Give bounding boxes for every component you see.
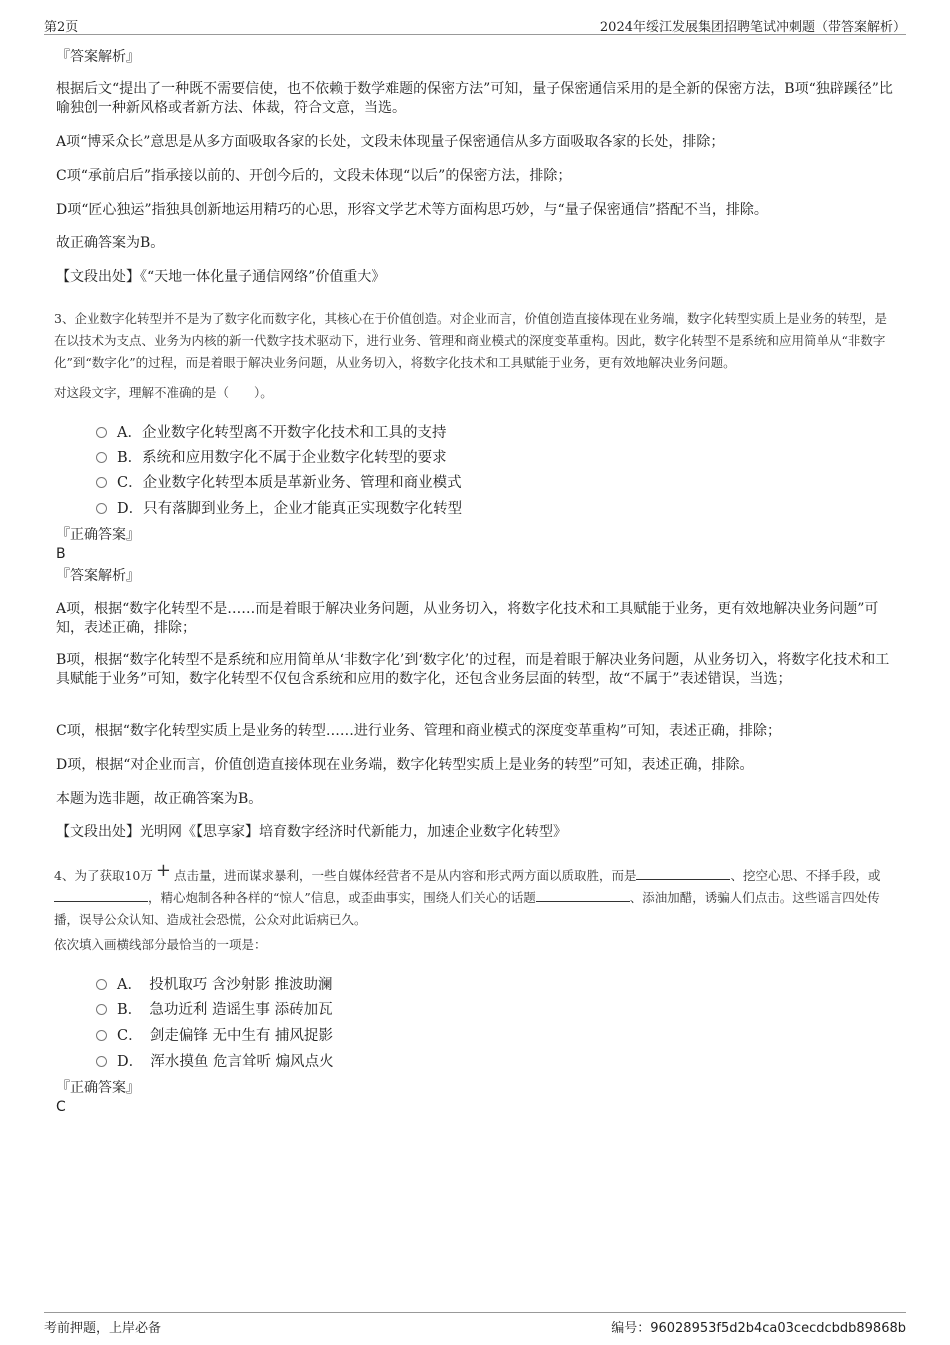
option-label: B． 急功近利 造谣生事 添砖加瓦 [117, 1002, 333, 1018]
analysis-option-d: D项“匠心独运”指独具创新地运用精巧的心思，形容文学艺术等方面构思巧妙，与“量子保密通信”搭配不当，排除。 [56, 202, 768, 218]
footer-slogan: 考前押题，上岸必备 [44, 1321, 162, 1336]
option-b[interactable] [96, 446, 447, 466]
option-label: C． 剑走偏锋 无中生有 捕风捉影 [117, 1028, 334, 1044]
fill-blank-2 [54, 889, 148, 902]
option-label: D．只有落脚到业务上，企业才能真正实现数字化转型 [117, 501, 463, 517]
answer-value: C [56, 1099, 66, 1115]
question-prompt: 对这段文字，理解不准确的是（ ）。 [54, 385, 273, 400]
analysis-option-c: C项，根据“数字化转型实质上是业务的转型……进行业务、管理和商业模式的深度变革重构”可知，表述正确，排除； [56, 723, 782, 739]
option-label: D． 浑水摸鱼 危言耸听 煽风点火 [117, 1054, 334, 1070]
radio-icon[interactable] [96, 452, 107, 463]
document-code: 编号：96028953f5d2b4ca03cecdcbdb89868b [611, 1321, 906, 1336]
option-a[interactable] [96, 973, 332, 993]
answer-heading: 『正确答案』 [56, 1080, 140, 1096]
source-citation: 【文段出处】光明网《【思享家】培育数字经济时代新能力，加速企业数字化转型》 [56, 824, 567, 840]
analysis-conclusion: 本题为选非题，故正确答案为B。 [56, 791, 263, 807]
analysis-paragraph: 根据后文“提出了一种既不需要信使，也不依赖于数学难题的保密方法”可知，量子保密通信采用的是全新的保密方法，B项“独辟蹊径”比喻独创一种新风格或者新方法、体裁，符合文意，当选。 [56, 81, 893, 116]
analysis-heading: 『答案解析』 [56, 568, 140, 584]
source-citation: 【文段出处】《“天地一体化量子通信网络”价值重大》 [56, 269, 386, 285]
radio-icon[interactable] [96, 1030, 107, 1041]
option-label: A． 投机取巧 含沙射影 推波助澜 [117, 977, 333, 993]
analysis-option-b: B项，根据“数字化转型不是系统和应用简单从‘非数字化’到‘数字化’的过程，而是着眼于解决业务问题，从业务切入，将数字化技术和工具赋能于业务”可知，数字化转型不仅包含系统和应用的数字化，还包含业务层面的转型，故“不属于”表述错误，当选； [56, 652, 890, 687]
analysis-heading: 『答案解析』 [56, 49, 140, 65]
analysis-option-a: A项，根据“数字化转型不是……而是着眼于解决业务问题，从业务切入，将数字化技术和工具赋能于业务，更有效地解决业务问题”可知，表述正确，排除； [56, 601, 879, 636]
analysis-option-d: D项，根据“对企业而言，价值创造直接体现在业务端，数字化转型实质上是业务的转型”可知，表述正确，排除。 [56, 757, 754, 773]
option-c[interactable] [96, 1024, 333, 1044]
question-stem: 4、为了获取10万 + 点击量，进而谋求暴利，一些自媒体经营者不是从内容和形式两方面以质取胜，而是 、挖空心思、不择手段，或，精心炮制各种各样的“惊人”信息，或歪曲事实，围绕人们关心的话题 、添油加醋，诱骗人们点击。这些谣言四处传播，误导公众认知、造成社会恐慌，公众对此诟病已久。 [54, 860, 881, 927]
analysis-conclusion: 故正确答案为B。 [56, 235, 165, 251]
document-title: 2024年绥江发展集团招聘笔试冲刺题（带答案解析） [599, 20, 906, 35]
question-prompt: 依次填入画横线部分最恰当的一项是： [54, 937, 267, 952]
fill-blank-3 [536, 889, 630, 902]
option-b[interactable] [96, 998, 333, 1018]
fill-blank-1 [636, 867, 730, 880]
page-header [44, 14, 906, 35]
radio-icon[interactable] [96, 477, 107, 488]
analysis-option-c: C项“承前启后”指承接以前的、开创今后的，文段未体现“以后”的保密方法，排除； [56, 168, 572, 184]
answer-heading: 『正确答案』 [56, 527, 140, 543]
option-d[interactable] [96, 1050, 334, 1070]
radio-icon[interactable] [96, 427, 107, 438]
page-number: 第2页 [44, 20, 79, 35]
radio-icon[interactable] [96, 1056, 107, 1067]
option-label: C．企业数字化转型本质是革新业务、管理和商业模式 [117, 475, 462, 491]
page-footer [44, 1312, 906, 1337]
radio-icon[interactable] [96, 979, 107, 990]
option-label: A．企业数字化转型离不开数字化技术和工具的支持 [117, 425, 447, 441]
option-c[interactable] [96, 471, 462, 491]
option-label: B．系统和应用数字化不属于企业数字化转型的要求 [117, 450, 447, 466]
option-a[interactable] [96, 421, 446, 441]
answer-value: B [56, 546, 66, 562]
radio-icon[interactable] [96, 1004, 107, 1015]
option-d[interactable] [96, 497, 462, 517]
analysis-option-a: A项“博采众长”意思是从多方面吸取各家的长处，文段未体现量子保密通信从多方面吸取各家的长处，排除； [56, 134, 725, 150]
question-stem: 3、企业数字化转型并不是为了数字化而数字化，其核心在于价值创造。对企业而言，价值创造直接体现在业务端，数字化转型实质上是业务的转型，是在以技术为支点、业务为内核的新一代数字技术驱动下，进行业务、管理和商业模式的深度变革重构。因此，数字化转型不是系统和应用简单从“非数字化”到“数字化”的过程，而是着眼于解决业务问题，从业务切入，将数字化技术和工具赋能于业务，更有效地解决业务问题。 [54, 311, 887, 370]
radio-icon[interactable] [96, 503, 107, 514]
